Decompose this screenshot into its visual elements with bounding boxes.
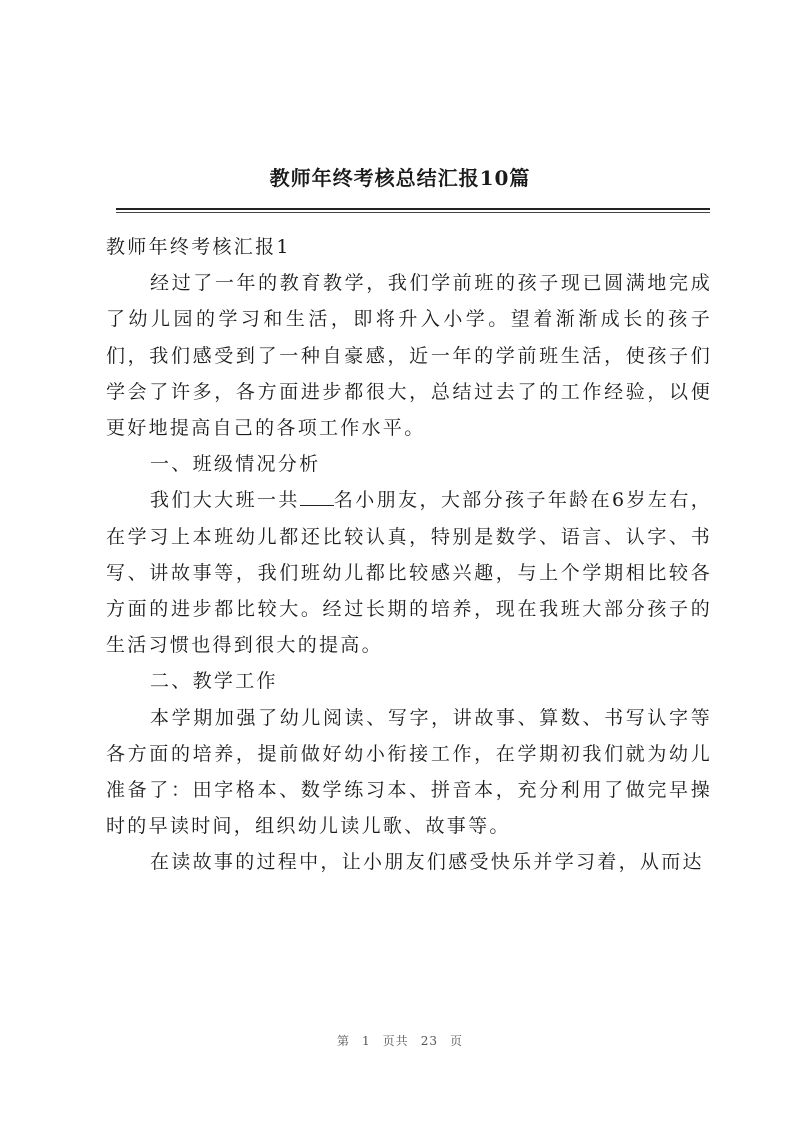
- title-underline-thin: [116, 212, 710, 213]
- footer-page-number: 1: [362, 1034, 371, 1048]
- heading-class-analysis: 一、班级情况分析: [150, 453, 321, 476]
- document-title: 教师年终考核总结汇报10篇: [269, 166, 531, 190]
- paragraph-class-analysis: [106, 482, 712, 663]
- footer-suffix: 页: [449, 1034, 463, 1048]
- paragraph-class-analysis-start: 我们大大班一共: [150, 489, 300, 512]
- footer-prefix: 第: [337, 1034, 351, 1048]
- page-footer: [0, 1032, 800, 1049]
- paragraph-story-reading: 在读故事的过程中，让小朋友们感受快乐并学习着，从而达: [150, 851, 704, 874]
- fill-in-blank: [300, 487, 334, 506]
- section-heading: 教师年终考核汇报1: [106, 236, 291, 258]
- footer-middle: 页共: [382, 1034, 409, 1048]
- paragraph-teaching-work: 本学期加强了幼儿阅读、写字，讲故事、算数、书写认字等各方面的培养，提前做好幼小衔接工作，在学期初我们就为幼儿准备了：田字格本、数学练习本、拼音本，充分利用了做完早操时的早读时间，组织幼儿读儿歌、故事等。: [106, 706, 712, 838]
- footer-total-pages: 23: [420, 1034, 438, 1048]
- paragraph-intro: 经过了一年的教育教学，我们学前班的孩子现已圆满地完成了幼儿园的学习和生活，即将升入小学。望着渐渐成长的孩子们，我们感受到了一种自豪感，近一年的学前班生活，使孩子们学会了许多，各方面进步都很大，总结过去了的工作经验，以便更好地提高自己的各项工作水平。: [106, 272, 712, 440]
- heading-teaching-work: 二、教学工作: [150, 670, 278, 693]
- paragraph-class-analysis-rest: 名小朋友，大部分孩子年龄在6岁左右，在学习上本班幼儿都还比较认真，特别是数学、语言、认字、书写、讲故事等，我们班幼儿都比较感兴趣，与上个学期相比较各方面的进步都比较大。经过长期的培养，现在我班大部分孩子的生活习惯也得到很大的提高。: [106, 489, 712, 657]
- title-underline: [116, 208, 710, 210]
- document-body: [106, 229, 712, 881]
